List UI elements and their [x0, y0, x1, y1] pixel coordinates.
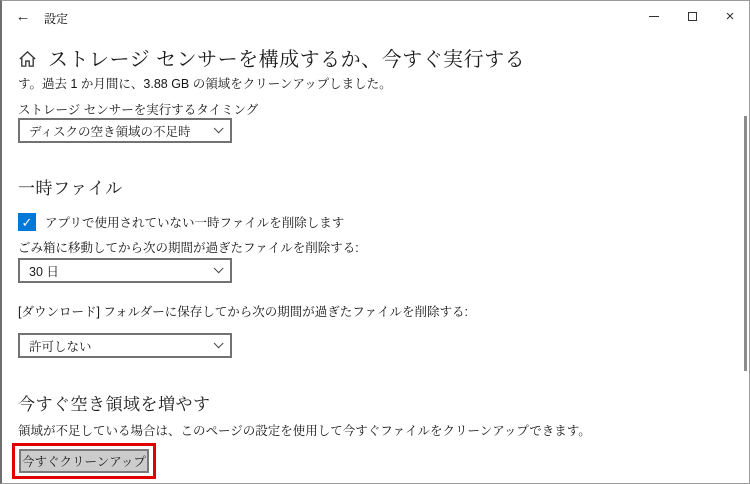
- clean-now-button[interactable]: 今すぐクリーンアップ: [19, 449, 149, 473]
- timing-label: ストレージ センサーを実行するタイミング: [18, 103, 259, 117]
- close-button[interactable]: [711, 1, 749, 31]
- minimize-button[interactable]: [635, 1, 673, 31]
- check-icon: ✓: [21, 214, 33, 230]
- timing-dropdown-value: ディスクの空き領域の不足時: [29, 124, 191, 139]
- scrollbar-thumb[interactable]: [744, 116, 747, 371]
- home-icon: [18, 50, 37, 68]
- titlebar: [2, 1, 749, 31]
- recycle-bin-dropdown-value: 30 日: [29, 264, 59, 279]
- free-up-description: 領域が不足している場合は、このページの設定を使用して今すぐファイルをクリーンアップできます。: [18, 424, 591, 438]
- temp-files-heading: 一時ファイル: [18, 179, 123, 198]
- timing-dropdown[interactable]: [18, 118, 232, 143]
- downloads-dropdown[interactable]: [18, 333, 232, 358]
- highlight-annotation: [12, 443, 156, 479]
- window-title: 設定: [44, 12, 69, 26]
- downloads-label: [ダウンロード] フォルダーに保存してから次の期間が過ぎたファイルを削除する:: [18, 305, 469, 319]
- chevron-down-icon: [214, 263, 224, 273]
- maximize-icon: [688, 12, 697, 21]
- delete-temp-files-checkbox[interactable]: [18, 213, 36, 231]
- chevron-down-icon: [214, 338, 224, 348]
- maximize-button[interactable]: [673, 1, 711, 31]
- close-icon: ×: [725, 7, 735, 25]
- downloads-dropdown-value: 許可しない: [29, 339, 92, 354]
- window-controls: [635, 1, 749, 31]
- back-arrow-icon: ←: [15, 7, 31, 25]
- cleanup-summary-text: す。過去 1 か月間に、3.88 GB の領域をクリーンアップしました。: [18, 77, 392, 91]
- delete-temp-files-row: [18, 213, 344, 231]
- chevron-down-icon: [214, 123, 224, 133]
- recycle-bin-dropdown[interactable]: [18, 258, 232, 283]
- minimize-icon: [649, 16, 659, 17]
- page-title: ストレージ センサーを構成するか、今すぐ実行する: [48, 49, 526, 71]
- page-heading: [18, 43, 525, 72]
- recycle-bin-label: ごみ箱に移動してから次の期間が過ぎたファイルを削除する:: [18, 241, 359, 255]
- free-up-heading: 今すぐ空き領域を増やす: [18, 395, 211, 414]
- back-button[interactable]: [8, 3, 38, 29]
- delete-temp-files-label: アプリで使用されていない一時ファイルを削除します: [45, 216, 345, 230]
